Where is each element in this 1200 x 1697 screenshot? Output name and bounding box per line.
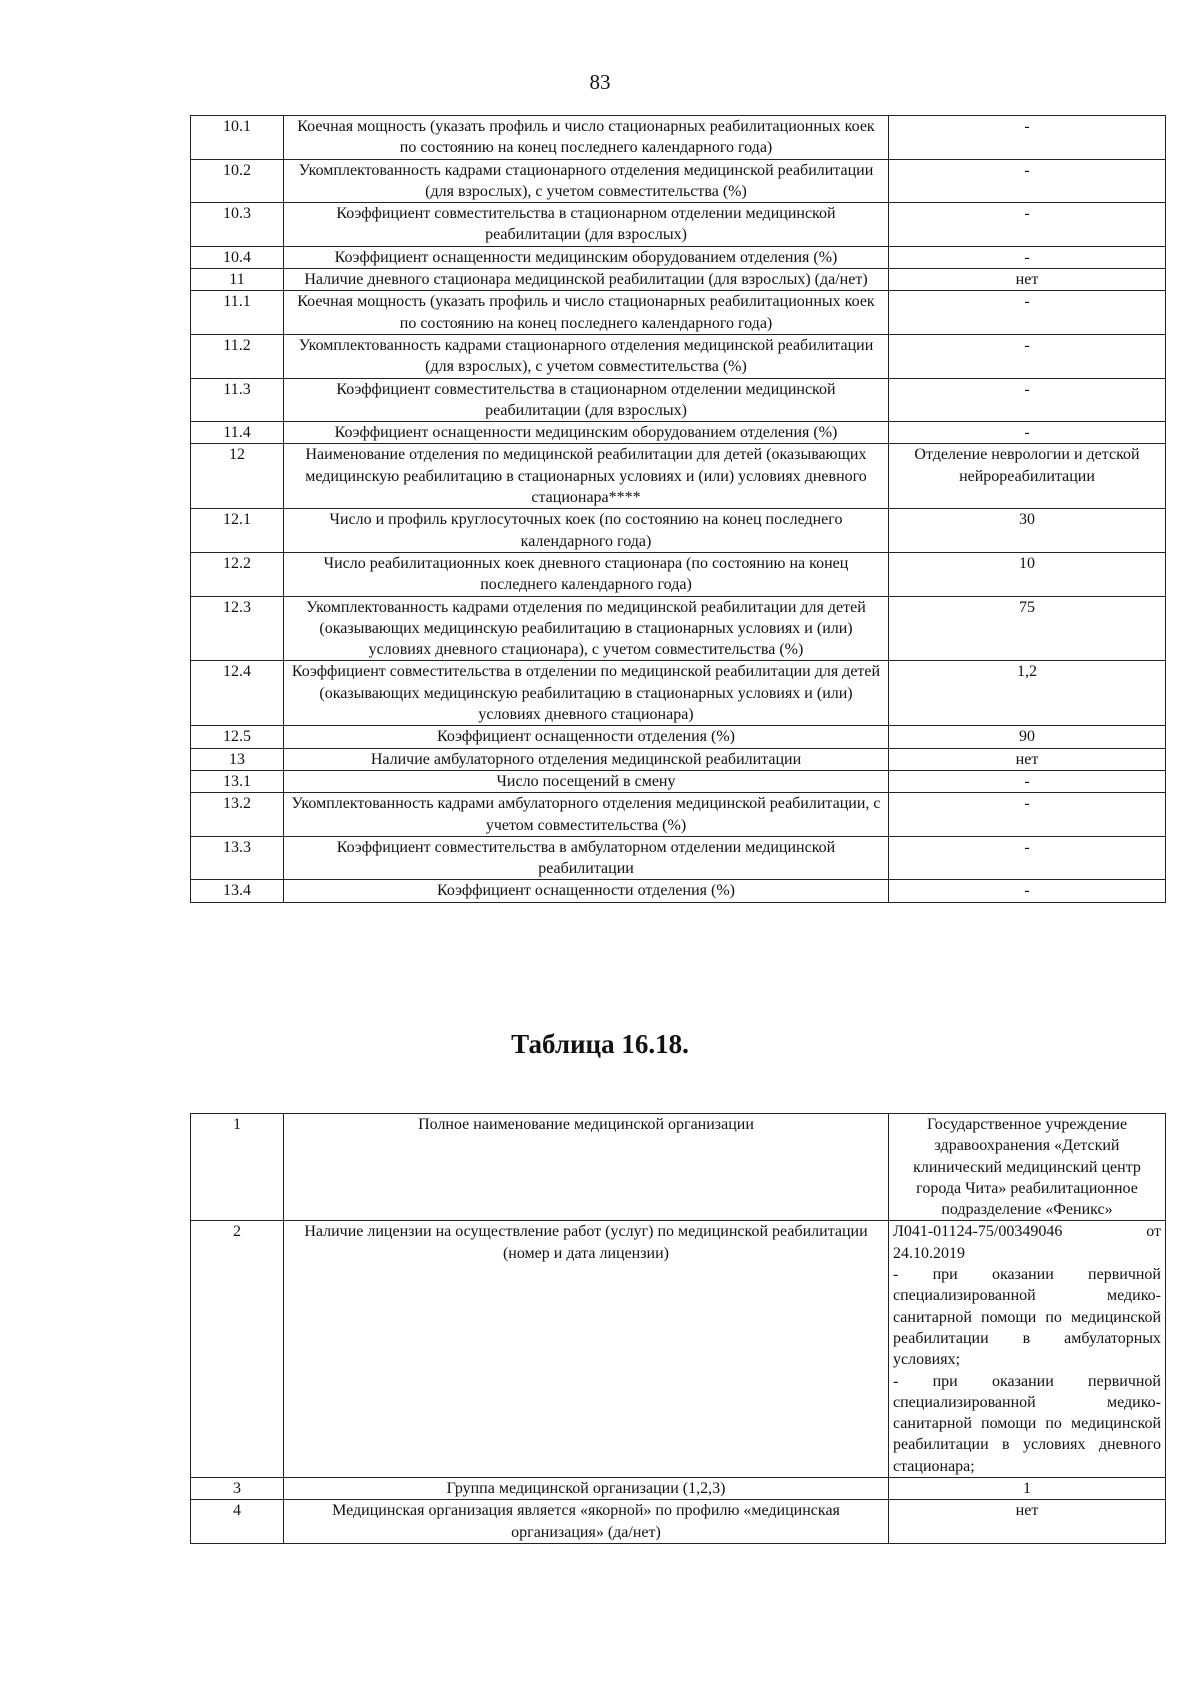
row-value: -: [889, 378, 1166, 422]
row-value: -: [889, 880, 1166, 902]
table-row: [191, 1114, 1166, 1221]
row-value: -: [889, 291, 1166, 335]
table-row: [191, 378, 1166, 422]
row-indicator: Коечная мощность (указать профиль и число стационарных реабилитационных коек по состоянию на конец последнего календарного года): [284, 291, 889, 335]
row-number: 12.2: [191, 552, 284, 596]
row-number: 13.4: [191, 880, 284, 902]
row-number: 11.4: [191, 422, 284, 444]
row-number: 12: [191, 444, 284, 509]
row-indicator: Медицинская организация является «якорной» по профилю «медицинская организация» (да/нет): [284, 1500, 889, 1544]
row-number: 12.1: [191, 509, 284, 553]
row-indicator: Наименование отделения по медицинской реабилитации для детей (оказывающих медицинскую реабилитацию в стационарных условиях и (или) условиях дневного стационара****: [284, 444, 889, 509]
row-value: 30: [889, 509, 1166, 553]
table-row: [191, 836, 1166, 880]
table-row: [191, 422, 1166, 444]
table-row: [191, 726, 1166, 748]
row-value: -: [889, 836, 1166, 880]
row-value: -: [889, 246, 1166, 268]
table-row: [191, 509, 1166, 553]
row-number: 11.1: [191, 291, 284, 335]
table-row: [191, 1221, 1166, 1478]
table-row: [191, 116, 1166, 160]
table-row: [191, 661, 1166, 726]
row-indicator: Число и профиль круглосуточных коек (по состоянию на конец последнего календарного года): [284, 509, 889, 553]
table-row: [191, 1478, 1166, 1500]
row-number: 11.2: [191, 334, 284, 378]
row-number: 1: [191, 1114, 284, 1221]
row-value: нет: [889, 748, 1166, 770]
row-value: 1: [889, 1478, 1166, 1500]
row-indicator: Число реабилитационных коек дневного стационара (по состоянию на конец последнего календарного года): [284, 552, 889, 596]
table-row: [191, 334, 1166, 378]
row-value: 1,2: [889, 661, 1166, 726]
row-value: -: [889, 203, 1166, 247]
table-row: [191, 269, 1166, 291]
row-indicator: Коэффициент оснащенности отделения (%): [284, 726, 889, 748]
row-number: 11.3: [191, 378, 284, 422]
row-indicator: Полное наименование медицинской организации: [284, 1114, 889, 1221]
row-number: 11: [191, 269, 284, 291]
row-number: 13.3: [191, 836, 284, 880]
table-row: [191, 246, 1166, 268]
page-number: 83: [589, 70, 611, 94]
table-row: [191, 552, 1166, 596]
row-number: 4: [191, 1500, 284, 1544]
row-number: 10.1: [191, 116, 284, 160]
row-indicator: Коечная мощность (указать профиль и число стационарных реабилитационных коек по состоянию на конец последнего календарного года): [284, 116, 889, 160]
row-number: 13.1: [191, 770, 284, 792]
row-indicator: Коэффициент совместительства в отделении по медицинской реабилитации для детей (оказывающих медицинскую реабилитацию в стационарных условиях и (или) условиях дневного стационара): [284, 661, 889, 726]
license-scope-item: - при оказании первичной специализированной медико-санитарной помощи по медицинской реабилитации в условиях дневного стационара;: [893, 1372, 1161, 1475]
table-row: [191, 596, 1166, 661]
row-number: 12.4: [191, 661, 284, 726]
row-number: 2: [191, 1221, 284, 1478]
row-value: Отделение неврологии и детской нейрореабилитации: [889, 444, 1166, 509]
table-row: [191, 880, 1166, 902]
row-indicator: Укомплектованность кадрами амбулаторного отделения медицинской реабилитации, с учетом совместительства (%): [284, 793, 889, 837]
row-indicator: Группа медицинской организации (1,2,3): [284, 1478, 889, 1500]
row-number: 12.5: [191, 726, 284, 748]
row-indicator: Коэффициент совместительства в стационарном отделении медицинской реабилитации (для взрослых): [284, 203, 889, 247]
row-indicator: Коэффициент совместительства в амбулаторном отделении медицинской реабилитации: [284, 836, 889, 880]
row-indicator: Коэффициент оснащенности медицинским оборудованием отделения (%): [284, 422, 889, 444]
row-value: нет: [889, 1500, 1166, 1544]
license-cell: [889, 1221, 1166, 1478]
row-value: 75: [889, 596, 1166, 661]
row-indicator: Коэффициент совместительства в стационарном отделении медицинской реабилитации (для взрослых): [284, 378, 889, 422]
table-row: [191, 793, 1166, 837]
row-number: 10.3: [191, 203, 284, 247]
row-value: -: [889, 116, 1166, 160]
license-date: 24.10.2019: [893, 1244, 965, 1262]
row-value: 90: [889, 726, 1166, 748]
row-indicator: Наличие амбулаторного отделения медицинской реабилитации: [284, 748, 889, 770]
row-number: 13.2: [191, 793, 284, 837]
row-value: -: [889, 334, 1166, 378]
row-indicator: Коэффициент оснащенности отделения (%): [284, 880, 889, 902]
table-title: Таблица 16.18.: [511, 1029, 689, 1059]
table-row: [191, 770, 1166, 792]
license-scope-item: - при оказании первичной специализированной медико-санитарной помощи по медицинской реабилитации в амбулаторных условиях;: [893, 1266, 1161, 1369]
organization-table: [190, 1113, 1166, 1544]
row-value: нет: [889, 269, 1166, 291]
row-number: 10.2: [191, 159, 284, 203]
row-number: 3: [191, 1478, 284, 1500]
row-value: Государственное учреждение здравоохранения «Детский клинический медицинский центр города Чита» реабилитационное подразделение «Феникс»: [889, 1114, 1166, 1221]
table-row: [191, 291, 1166, 335]
row-indicator: Коэффициент оснащенности медицинским оборудованием отделения (%): [284, 246, 889, 268]
row-indicator: Укомплектованность кадрами стационарного отделения медицинской реабилитации (для взрослых), с учетом совместительства (%): [284, 159, 889, 203]
row-number: 12.3: [191, 596, 284, 661]
table-row: [191, 159, 1166, 203]
row-value: -: [889, 793, 1166, 837]
table-row: [191, 1500, 1166, 1544]
table-row: [191, 748, 1166, 770]
table-row: [191, 444, 1166, 509]
row-number: 13: [191, 748, 284, 770]
table-row: [191, 203, 1166, 247]
license-number: Л041-01124-75/00349046 от: [893, 1223, 1161, 1241]
row-value: 10: [889, 552, 1166, 596]
row-number: 10.4: [191, 246, 284, 268]
row-value: -: [889, 159, 1166, 203]
row-indicator: Наличие лицензии на осуществление работ (услуг) по медицинской реабилитации (номер и дата лицензии): [284, 1221, 889, 1478]
row-indicator: Число посещений в смену: [284, 770, 889, 792]
row-indicator: Укомплектованность кадрами отделения по медицинской реабилитации для детей (оказывающих медицинскую реабилитацию в стационарных условиях и (или) условиях дневного стационара), с учетом совместительства (%): [284, 596, 889, 661]
indicators-table: [190, 115, 1166, 903]
row-value: -: [889, 770, 1166, 792]
row-indicator: Укомплектованность кадрами стационарного отделения медицинской реабилитации (для взрослых), с учетом совместительства (%): [284, 334, 889, 378]
row-indicator: Наличие дневного стационара медицинской реабилитации (для взрослых) (да/нет): [284, 269, 889, 291]
row-value: -: [889, 422, 1166, 444]
